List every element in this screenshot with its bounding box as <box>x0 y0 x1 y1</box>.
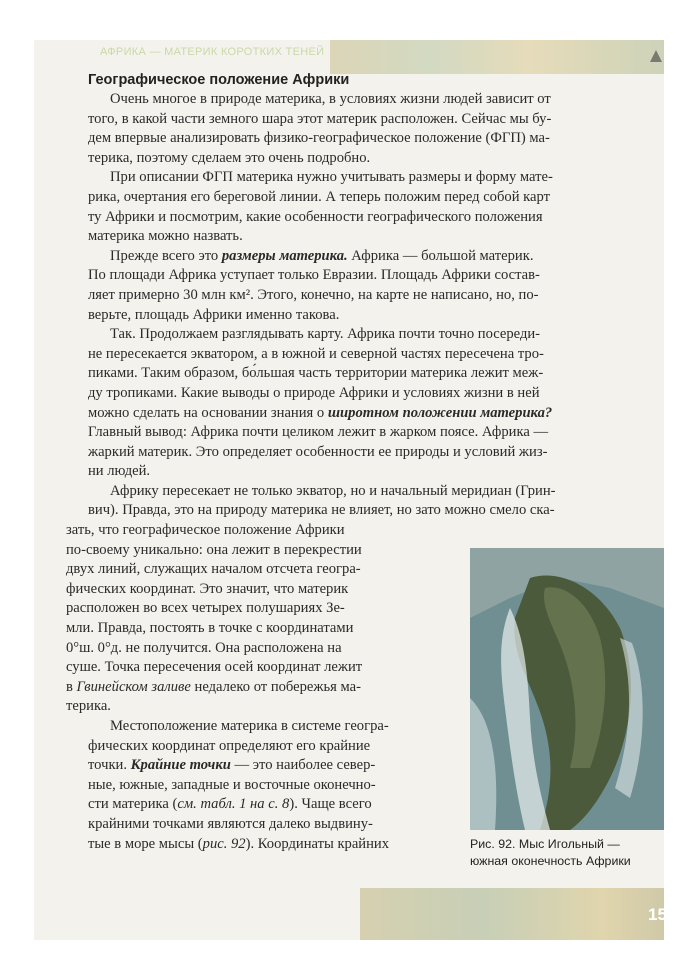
term-highlight: Крайние точки <box>130 757 231 774</box>
running-head: АФРИКА — МАТЕРИК КОРОТКИХ ТЕНЕЙ <box>100 46 325 58</box>
cape-photo-illustration <box>470 548 664 830</box>
paragraph-2 <box>66 168 666 246</box>
text-run: в <box>66 678 77 695</box>
text-line: двух линий, служащих началом отсчета геогра- <box>66 561 361 578</box>
text-line: крайними точками являются далеко выдвину- <box>88 815 373 832</box>
text-line <box>66 247 666 267</box>
text-line <box>66 678 454 698</box>
text-line: мли. Правда, постоять в точке с координатами <box>66 620 354 637</box>
text-run: Африка — большой материк. <box>347 247 534 264</box>
paragraph-5 <box>66 482 666 521</box>
text-line: материка можно назвать. <box>88 228 243 245</box>
text-line: Так. Продолжаем разглядывать карту. Африка почти точно посереди- <box>110 326 541 343</box>
text-line: 0°ш. 0°д. не получится. Она расположена на <box>66 639 342 656</box>
figure-caption <box>470 836 664 870</box>
text-line: расположен во всех четырех полушариях Зе- <box>66 600 345 617</box>
triangle-marker-icon <box>650 50 662 62</box>
text-run: тые в море мысы ( <box>88 835 203 852</box>
text-line: Африку пересекает не только экватор, но и начальный меридиан (Грин- <box>110 482 556 499</box>
text-line: суше. Точка пересечения осей координат лежит <box>66 659 363 676</box>
text-run: ). Чаще всего <box>289 796 372 813</box>
term-highlight: размеры материка. <box>221 247 348 264</box>
text-line: дем впервые анализировать физико-географическое положение (ФГП) ма- <box>88 130 550 147</box>
text-line: терика, поэтому сделаем это очень подробно. <box>88 149 371 166</box>
paragraph-3 <box>66 247 666 325</box>
text-line: По площади Африка уступает только Евразии. Площадь Африки состав- <box>88 267 540 284</box>
text-line <box>66 404 666 424</box>
text-line: зать, что географическое положение Африки <box>66 522 345 539</box>
text-run: Прежде всего это <box>110 247 222 264</box>
paragraph-6 <box>66 717 454 854</box>
text-line <box>66 756 454 776</box>
caption-line: южная оконечность Африки <box>470 854 631 868</box>
figure-92 <box>470 548 664 870</box>
text-line: фических координат определяют его крайние <box>88 737 371 754</box>
text-line: вич). Правда, это на природу материка не влияет, но зато можно смело ска- <box>88 502 555 519</box>
text-line: Местоположение материка в системе геогра- <box>110 718 389 734</box>
decorative-map-strip-top <box>330 40 664 74</box>
decorative-map-strip-bottom <box>360 888 664 940</box>
caption-line: Рис. 92. Мыс Игольный — <box>470 837 620 851</box>
narrow-text-block <box>66 521 454 854</box>
figure-reference: рис. 92 <box>202 835 246 852</box>
text-line: Очень многое в природе материка, в условиях жизни людей зависит от <box>110 91 551 107</box>
text-line: При описании ФГП материка нужно учитывать размеры и форму мате- <box>110 169 553 186</box>
text-line: того, в какой части земного шара этот материк расположен. Сейчас мы бу- <box>88 110 552 127</box>
term-highlight: широтном положении материка? <box>327 404 553 421</box>
text-line: фических координат. Это значит, что материк <box>66 580 349 597</box>
text-line: Главный вывод: Африка почти целиком лежит в жарком поясе. Африка — <box>88 424 549 441</box>
text-line: ду тропиками. Какие выводы о природе Африки и условиях жизни в ней <box>88 384 540 401</box>
text-line: жаркий материк. Это определяет особенности ее природы и условий жиз- <box>88 443 548 460</box>
paragraph-4 <box>66 325 666 482</box>
text-line: ни людей. <box>88 463 151 480</box>
text-line: ные, южные, западные и восточные оконечно- <box>88 776 376 793</box>
text-line: рика, очертания его береговой линии. А теперь положим перед собой карт <box>88 188 550 205</box>
page-number: 15 <box>648 905 667 924</box>
section-title: Географическое положение Африки <box>88 72 350 88</box>
text-run: точки. <box>88 757 131 774</box>
text-run: сти материка ( <box>88 796 178 813</box>
text-run: недалеко от побережья ма- <box>190 678 361 695</box>
text-line: пиками. Таким образом, бо́льшая часть территории материка лежит меж- <box>88 365 544 382</box>
place-name: Гвинейском заливе <box>76 678 191 695</box>
paragraph-1 <box>66 90 666 168</box>
text-line: верьте, площадь Африки именно такова. <box>88 306 340 323</box>
cape-agulhas-photo <box>470 548 664 830</box>
table-reference: см. табл. 1 на с. 8 <box>177 796 290 813</box>
text-line <box>66 795 454 815</box>
text-line: не пересекается экватором, а в южной и северной частях пересечена тро- <box>88 345 544 362</box>
text-run: можно сделать на основании знания о <box>88 404 328 421</box>
text-line: ту Африки и посмотрим, какие особенности географического положения <box>88 208 543 225</box>
text-line <box>66 835 454 855</box>
text-run: — это наиболее север- <box>230 757 376 774</box>
text-line: терика. <box>66 698 111 715</box>
text-line: ляет примерно 30 млн км². Этого, конечно, на карте не написано, но, по- <box>88 286 539 303</box>
text-line: по-своему уникально: она лежит в перекрестии <box>66 541 362 558</box>
paragraph-5-continued <box>66 521 454 717</box>
text-run: ). Координаты крайних <box>245 835 390 852</box>
